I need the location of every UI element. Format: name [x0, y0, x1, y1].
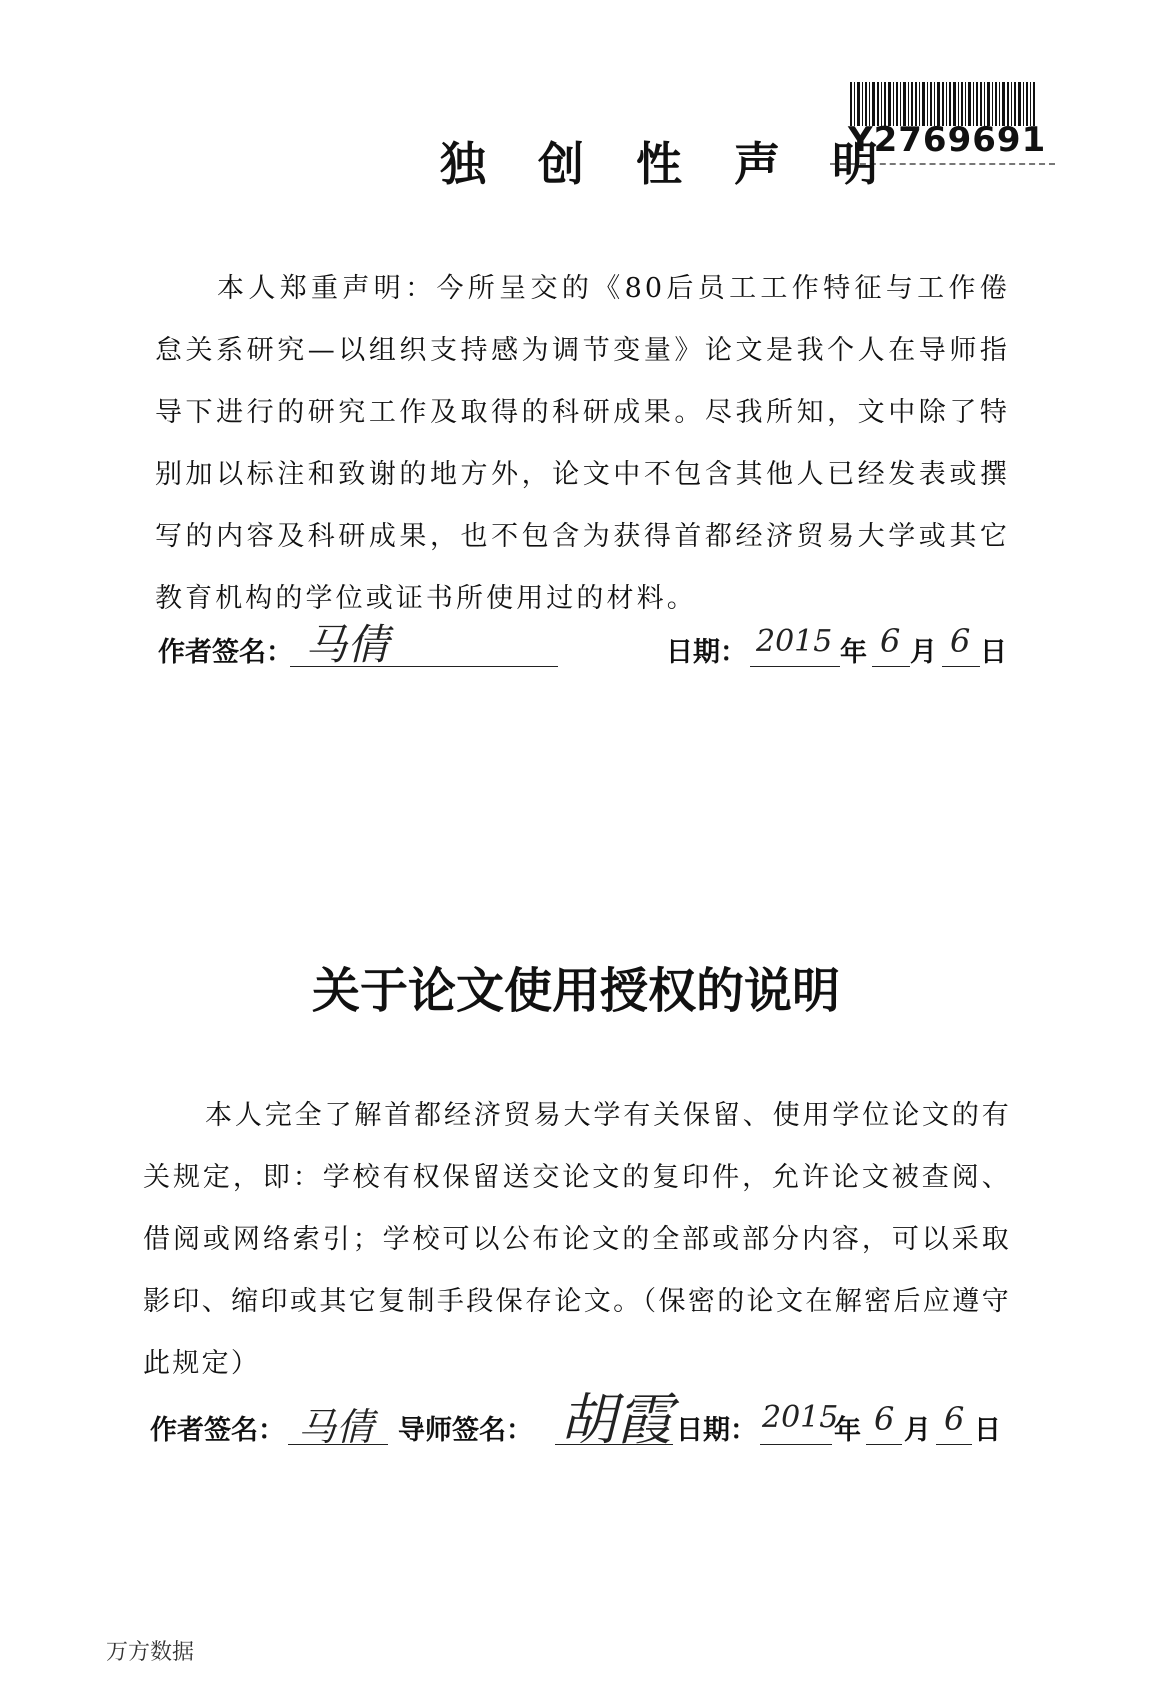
authorization-year-unit: 年 — [834, 1415, 861, 1446]
authorization-body: 本人完全了解首都经济贸易大学有关保留、使用学位论文的有关规定，即：学校有权保留送交论文的复印件，允许论文被查阅、借阅或网络索引；学校可以公布论文的全部或部分内容，可以采取影印、缩印或其它复制手段保存论文。（保密的论文在解密后应遵守此规定） — [143, 1100, 1011, 1379]
authorization-year: 2015 — [762, 1400, 839, 1435]
declaration-month: 6 — [880, 622, 901, 660]
declaration-month-unit: 月 — [910, 637, 937, 668]
authorization-date-label: 日期： — [676, 1415, 757, 1446]
declaration-author-label: 作者签名： — [158, 637, 293, 668]
declaration-title: 独 创 性 声 明 — [440, 137, 897, 191]
declaration-day-unit: 日 — [980, 637, 1007, 668]
declaration-year: 2015 — [756, 624, 833, 659]
authorization-advisor-label: 导师签名： — [398, 1415, 533, 1446]
authorization-author-signature: 马倩 — [298, 1405, 375, 1449]
declaration-year-unit: 年 — [840, 637, 867, 668]
authorization-day-unit: 日 — [974, 1415, 1001, 1446]
declaration-day: 6 — [950, 622, 971, 660]
authorization-advisor-signature: 胡霞 — [560, 1388, 672, 1453]
declaration-body: 本人郑重声明：今所呈交的《80后员工工作特征与工作倦怠关系研究—以组织支持感为调节变量》论文是我个人在导师指导下进行的研究工作及取得的科研成果。尽我所知，文中除了特别加以标注和致谢的地方外，论文中不包含其他人已经发表或撰写的内容及科研成果，也不包含为获得首都经济贸易大学或其它教育机构的学位或证书所使用过的材料。 — [155, 273, 1010, 614]
barcode-number: Y2769691 — [848, 120, 1047, 160]
authorization-title: 关于论文使用授权的说明 — [311, 963, 840, 1019]
authorization-author-label: 作者签名： — [150, 1415, 285, 1446]
authorization-day: 6 — [944, 1400, 965, 1438]
declaration-author-signature: 马倩 — [305, 620, 390, 669]
authorization-month-unit: 月 — [904, 1415, 931, 1446]
declaration-date-label: 日期： — [666, 637, 747, 668]
footer-watermark: 万方数据 — [106, 1640, 195, 1665]
authorization-month: 6 — [874, 1400, 895, 1438]
